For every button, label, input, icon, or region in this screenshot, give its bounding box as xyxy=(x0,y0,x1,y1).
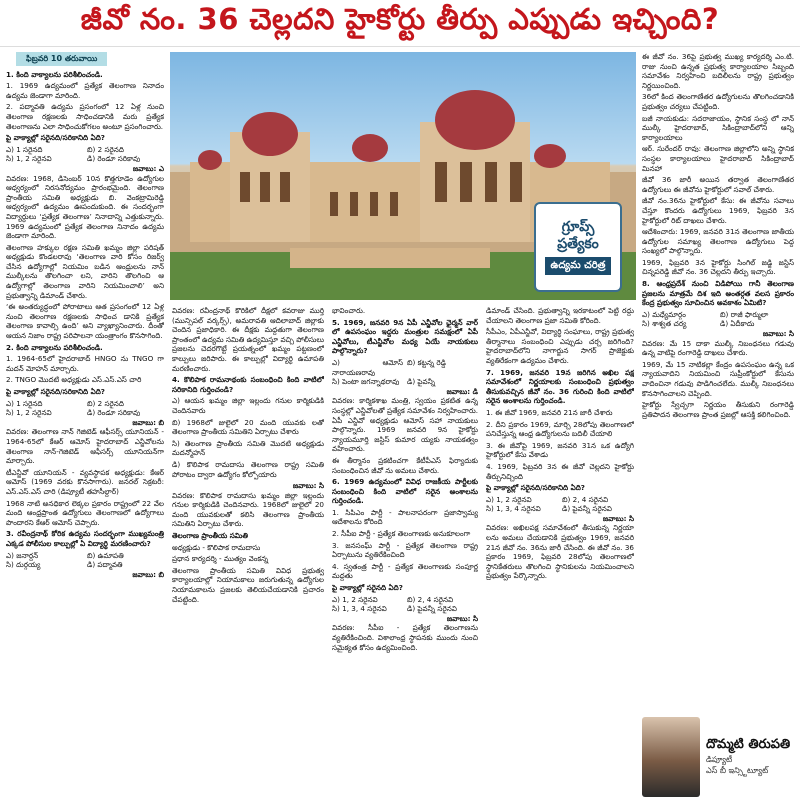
column-5 xyxy=(642,52,794,802)
options xyxy=(332,358,478,387)
paragraph: ఆదేశించారు: 1969, జనవరి 31న తెలంగాణ జాతీయ ఉద్యోగుల సమాఖ్య తెలంగాణ ఉద్యోగులు పెద్ద సంఖ్యలో పాల్గొన్నారు. xyxy=(642,227,794,256)
option: బి) రాజీ ఫార్ములా xyxy=(720,309,769,319)
option: ఎ) 1, 2 సరైనవి xyxy=(332,594,378,604)
explanation: వివరణ: తెలంగాణ నాన్ గెజిటెడ్ ఆఫీసర్స్ యూనియన్ - 1964-65లో కేఆర్ ఆమోస్ హైదరాబాద్ ఎన్జీవో‌లను తెలంగాణ నాన్-గెజిటెడ్ ఆఫీసర్స్ యూనియన్‌గా మార్చారు. xyxy=(6,427,164,466)
question-2: 2. కింది వాక్యాలను పరిశీలించండి. xyxy=(6,342,103,352)
options xyxy=(6,399,164,418)
option: ఎ) ఆయన ఖమ్మం జిల్లా ఇల్లందు గనుల కార్మికుడికి చెందినవారు xyxy=(172,396,324,415)
option: బి) 2, 4 సరైనవి xyxy=(407,594,454,604)
statement: 4. స్వతంత్ర పార్టీ - ప్రత్యేక తెలంగాణకు సంపూర్ణ మద్దతు xyxy=(332,561,478,581)
badge-label: ఉద్యమ చరిత్ర xyxy=(545,257,612,275)
answer: జవాబు: సి xyxy=(292,481,324,491)
explanation: టీఎన్జీవో యూనియన్ - వ్యవస్థాపక అధ్యక్షుడు: కేఆర్ ఆమోస్ (1969 వరకు కొనసాగారు). జనరల్ సెక్రటరీ: ఎస్.ఎస్.ఎస్ చారి (డిప్యూటీ తహసీల్దార్) xyxy=(6,467,164,496)
paragraph: జీవో 36 జారీ అయిన తర్వాత తెలంగాణేతర ఉద్యోగులు ఈ జీవోను హైకోర్టులో సవాల్ చేశారు. xyxy=(642,175,794,194)
options xyxy=(486,495,634,514)
author-box xyxy=(642,712,794,802)
option: బి) 2, 4 సరైనవి xyxy=(562,494,609,504)
answer: జవాబు: సి xyxy=(762,329,794,339)
options xyxy=(6,551,164,570)
option: సి) దుర్గయ్య xyxy=(6,560,41,570)
author-role: డిప్యూటీ xyxy=(706,755,733,764)
paragraph: భావించారు. xyxy=(332,306,366,315)
option: సి) తెలంగాణ ప్రాంతీయ సమితి మొదటి అధ్యక్షుడు మదన్మోహన్ xyxy=(172,438,324,458)
option: సి) 1, 3, 4 సరైనవి xyxy=(332,604,387,614)
groups-special-badge xyxy=(534,202,622,292)
paragraph: జీవో నం.36ను హైకోర్టులో కేసు: ఈ జీవోను సవాలు చేస్తూ కొందరు ఉద్యోగులు 1969, ఫిబ్రవరి 3న హైకోర్టులో రిట్ దాఖలు చేశారు. xyxy=(642,196,794,225)
option: సి) పెంటా జగన్నాథరావు xyxy=(332,377,400,387)
explanation: ఈ తీర్మానం ప్రకటించగా కేటీపీఎస్ ఫిర్యాదుకు సంబంధించిన జీవో ను అమలు చేశారు. xyxy=(332,455,478,475)
statement: 4. 1969, ఫిబ్రవరి 3న ఈ జీవో చెల్లదని హైకోర్టు తీర్పునిచ్చింది xyxy=(486,461,634,481)
statement: 2. దీని ప్రకారం 1969, మార్చి 28లోపు తెలంగాణలో పనిచేస్తున్న ఆంధ్ర ఉద్యోగులను బదిలీ చేయాలి xyxy=(486,419,634,439)
question-5: 5. 1969, జనవరి 9న ఏపీ ఎన్జీవోల ఛైర్మన్ వార్ లో ఉపసంఘం ఇద్దరు మంత్రుల సమక్షంలో ఏపీ ఎన్జీవో‌లు, టీఎన్జీవో‌ల మధ్య ఏయే నాయకులు పాల్గొన్నారు? xyxy=(332,317,478,356)
continuation-tag: ఫిబ్రవరి 10 తరువాయి xyxy=(16,52,107,66)
option: ఎ) మధ్యేమార్గం xyxy=(642,309,686,319)
statement: 3. ఈ జీవోపై 1969, జనవరి 31న ఒక ఉద్యోగి హైకోర్టులో కేసు వేశాడు xyxy=(486,440,634,460)
option: సి) 1, 2 సరైనవి xyxy=(6,154,52,164)
list-item: ప్రధాన కార్యదర్శి - ముత్యం వెంకన్న xyxy=(172,554,269,564)
option: డి) ఏదీకాదు xyxy=(720,319,755,329)
paragraph: డిమాండ్ చేసింది. ప్రభుత్వాన్ని ఇరకాటంలో పెట్టి రద్దు చేయాలని తెలంగాణ ప్రజా సమితి కోరింది. xyxy=(486,306,634,325)
option: డి) రెండూ సరికావు xyxy=(87,154,141,164)
options xyxy=(642,310,794,329)
question-7: 7. 1969, జనవరి 19న జరిగిన అఖిల పక్ష సమావేశంలో నిర్ణయాలకు సంబంధించి ప్రభుత్వం తీసుకువచ్చిన జీవో నం. 36 గురించి కింది వాటిలో సరైన అంశాలను గుర్తించండి. xyxy=(486,367,634,406)
explanation: 1968 నాటి అనధికార లెక్కల ప్రకారం రాష్ట్రంలో 22 వేల మంది ఆంధ్రప్రాంత ఉద్యోగులు తెలంగాణలో ఉద్యోగాలు పొందారని కేఆర్ ఆమోస్ చెప్పారు. xyxy=(6,498,164,527)
question-prompt: పై వాక్యాల్లో సరైనది ఏది? xyxy=(332,583,403,593)
column-1 xyxy=(6,52,164,802)
statement: 1. 1964-65లో హైదరాబాద్ HNGO ను TNGO గా మదన్ మోహన్ మార్చారు. xyxy=(6,354,164,373)
list-item: అధ్యక్షుడు - కొలిపాక రామదాసు xyxy=(172,542,261,552)
option: బి) 2 సరైనది xyxy=(87,144,124,154)
answer: జవాబు: సి xyxy=(602,513,634,523)
option: బి) 1968లో జులైలో 20 మంది యువకు లతో తెలంగాణ ప్రాంతీయ సమితిని ఏర్పాటు చేశారు xyxy=(172,417,324,437)
answer: జవాబు: సి xyxy=(446,613,478,623)
answer: జవాబు: ఎ xyxy=(132,163,164,173)
option: సి) శాశ్వత చర్య xyxy=(642,319,687,329)
question-8: 8. ఆంధ్రప్రదేశ్ నుంచి విడిపోయి గానీ తెలంగాణ ప్రజలను మాత్రమే దిశ ఇది అంతర్గత వలస ప్రకారం కేంద్ర ప్రభుత్వం సూచించిన అవకాశం ఏమిటి? xyxy=(642,279,794,308)
option: డి) కొలిపాక రామదాసు తెలంగాణ రాష్ట్ర సమితి పోరాటం ద్వారా ఉద్యోగం కోల్పోయారు xyxy=(172,459,324,479)
question-prompt: పై వాక్యాల్లో సరైనది/సరికానిది ఏది? xyxy=(6,387,105,396)
option: సి) 1, 3, 4 సరైనవి xyxy=(486,504,541,514)
answer: జవాబు: బి xyxy=(132,417,164,427)
question-prompt: పై వాక్యాల్లో సరైనది/సరికానిది ఏది? xyxy=(6,133,105,143)
answer: జవాబు: బి xyxy=(132,569,164,579)
author-info xyxy=(700,737,790,777)
option: బి) ఉమాపతి xyxy=(87,550,124,560)
author-photo xyxy=(642,717,700,797)
option: డి) పైవన్నీ సరైనవి xyxy=(407,604,457,614)
badge-subtitle: ప్రత్యేకం xyxy=(557,236,599,252)
paragraph: బజీ నాయకుడు: సదరాజాయం, స్థానిక సంస్థ లో నాన్ ముల్కీ హైదరాబాద్, సికింద్రాబాద్‌లోని ఆన్ని కార్యాలయాలు xyxy=(642,113,794,142)
column-3 xyxy=(332,306,478,802)
statement: 1. ఈ జీవో 1969, జనవరి 21న జారీ చేశారు xyxy=(486,407,613,417)
option: ఎ) 1 సరైనది xyxy=(6,398,43,408)
paragraph: ఆర్. సురేందర్ రావు: తెలంగాణ జిల్లాలోని అన్ని స్థానిక సంస్థల కార్యాలయాలు హైదరాబాద్ సికింద్రాబాద్ మినహా xyxy=(642,144,794,173)
option: డి) పైవన్నీ సరైనవి xyxy=(562,504,612,514)
subheading: తెలంగాణ ప్రాంతీయ సమితి xyxy=(172,531,249,541)
option: డి) రెండూ సరికావు xyxy=(87,408,141,418)
option: డి) పైవన్నీ xyxy=(407,377,436,387)
paragraph: హైకోర్టు స్వేచ్ఛగా నిర్ణయం తీసుకుని రంగారెడ్డి ప్రతిపాదన తెలంగాణ ప్రాంత ప్రజల్లో ఆసక్తి కలిగించింది. xyxy=(642,400,794,419)
statement: 2. సీపీఐ పార్టీ - ప్రత్యేక తెలంగాణకు అనుకూలంగా xyxy=(332,529,471,539)
explanation: వివరణ: మే 15 దాకా ముల్కీ నిబంధనలు గడువు ఉన్న వాటిపై రంగారెడ్డి దాఖలు చేశారు. xyxy=(642,338,794,358)
options xyxy=(332,595,478,614)
statement: 3. జనసంఘ్ పార్టీ - ప్రత్యేక తెలంగాణ రాష్ట్ర ఏర్పాటును వ్యతిరేకించింది xyxy=(332,540,478,560)
paragraph: సీపీఎం, ఏపీఎన్జీవో, విద్యార్థి సంఘాలు, రాష్ట్ర ప్రభుత్వ తీర్మానాలు సంబంధించి ఎప్పుడు చర్చ జరిగింది? హైదరాబాద్‌లోని నాగార్జున సాగర్ ప్రాజెక్టుకు వ్యతిరేకంగా ఉద్యమం చేశారు. xyxy=(486,327,634,365)
paragraph: 1969, ఫిబ్రవరి 3న హైకోర్టు సింగిల్ జడ్జి జస్టిస్ చిన్నపరెడ్డి జీవో నం. 36 చెల్లదని తీర్పు ఇచ్చారు. xyxy=(642,257,794,277)
page-title: జీవో నం. 36 చెల్లదని హైకోర్టు తీర్పు ఎప్పుడు ఇచ్చింది? xyxy=(0,0,800,47)
option: బి) కట్టన్న రెడ్డి xyxy=(407,357,446,367)
option: ఎ) జనార్దన్ xyxy=(6,550,39,560)
option: ఎ) 1, 2 సరైనవి xyxy=(486,494,532,504)
question-prompt: పై వాక్యాల్లో సరైనది/సరికానిది ఏది? xyxy=(486,483,585,493)
statement: 2. పద్మావతి ఉద్యమ ప్రసంగంలో 12 ఏళ్ల నుంచి తెలంగాణ రక్షణలకు సాధించడానికి మరు ప్రత్యేక తెలంగాణను ఎలా సాధించుకోగలం అంటూ ప్రసంగించారు. xyxy=(6,102,164,131)
option: ఎ) 1 సరైనది xyxy=(6,144,43,154)
explanation: తెలంగాణ ప్రాంతీయ సమితి వివిధ ప్రభుత్వ కార్యాలయాల్లో నియామకాలు జరుగుతున్న ఉద్యోగుల నియామకాలను ప్రజలకు తెలియచేయడానికి ప్రచారం చేపట్టింది. xyxy=(172,565,324,604)
author-org: ఎస్ బీ ఇన్స్టిట్యూట్ xyxy=(706,766,769,775)
author-name: దొమ్మటి తిరుపతి xyxy=(706,737,791,752)
answer: జవాబు: డి xyxy=(446,386,478,396)
explanation: వివరణ: కార్మికశాఖ మంత్రి, స్వయం ప్రకటిత ఉన్న సంస్థల్లో ఎన్జీవో‌లతో ప్రత్యేక సమావేశం నిర్వహించారు. ఏపీ ఎన్జీవో అధ్యక్షుడు ఆమోస్ సహా నాయకులు పాల్గొన్నారు. 1969 జనవరి 9న హైకోర్టు న్యాయమూర్తి జస్టిస్ కుమార య్యకు నాయకత్వం వహించారు. xyxy=(332,396,478,454)
explanation: వివరణ: సీపీఐ - ప్రత్యేక తెలంగాణను వ్యతిరేకించింది. విశాలాంధ్ర స్థాపనకు ముందు నుంచి సమైక్యత కోసం ఉద్యమించింది. xyxy=(332,623,478,652)
question-6: 6. 1969 ఉద్యమంలో వివిధ రాజకీయ పార్టీలకు సంబంధించి కింది వాటిలో సరైన అంశాలను గుర్తించండి. xyxy=(332,477,478,506)
explanation: ‘ఈ అంతర్యుద్ధంలో పోరాటాలు ఆత ప్రసంగంలో 12 ఏళ్ల నుంచి తెలంగాణ రక్షణలకు సాధించ డానికి ప్రత్యేక తెలంగాణ కావాల్సి ఉంది’ అని వ్యాఖ్యానించారు. దీంతో ఆయన నిజాం రాష్ట్ర పరిపాలనా యంత్రాంగం కొనసాగింది. xyxy=(6,302,164,341)
explanation: వివరణ: కొలిపాక రామదాసు ఖమ్మం జిల్లా ఇల్లందు గనుల కార్మికుడికి చెందినవారు. 1968లో జులైలో 20 మంది యువకులతో కలిసి తెలంగాణ ప్రాంతీయ సమితిని ఏర్పాటు చేశారు. xyxy=(172,490,324,529)
explanation: వివరణ: రవీంద్రనాథ్ కొరికిలో దీక్షలో కవరాజు ముర్తి (మున్సిపల్ వర్కర్స్), అమరావతి ఆదిలాబాద్ జిల్లాకు చెందిన ప్రజాధికారి. ఈ దీక్షకు మద్దతుగా తెలంగాణ ప్రాంతంలో ఉద్యమ సమితి ఉద్యమిస్తూ వచ్చి పోలీసులు ప్రజలను చెదరగొట్టే ప్రయత్నంలో ఖమ్మం పట్టణంలో కాల్పులు జరిపారు. ఈ కాల్పుల్లో విద్యార్థి ఉమాపతి మరణించారు. xyxy=(172,306,324,373)
paragraph: 1969, మే 15 నాటికల్లా కేంద్రం ఉపసంఘం ఉన్న ఒక న్యాయవాదిని నియమించి సుప్రీంకోర్టులో కేసును వాదించినా గడువు పొడిగించలేదు. ముల్కీ నిబంధనలు కొనసాగించాలని చెప్పింది. xyxy=(642,359,794,398)
statement: 1. సిపిఎం పార్టీ - పాలనాపరంగా ప్రజాస్వామ్య ఆదేశాలను కోరింది xyxy=(332,507,478,527)
high-court-photo xyxy=(170,52,636,300)
question-3: 3. రవీంద్రనాథ్ కోరిక ఉద్యమ సందర్భంగా ముఖ్యమంత్రి ఎక్కడ పోలీసుల కాల్పుల్లో ఏ విద్యార్థి మరణించారు? xyxy=(6,529,164,548)
question-4: 4. కొలిపాక రామనాథంకు సంబంధించి కింది వాటిలో సరికానిది గుర్తించండి? xyxy=(172,375,324,394)
explanation: వివరణ: 1968, డిసెంబర్ 10న కొత్తగూడెం ఉద్యోగుల ఆధ్వర్యంలో నిరసనోద్యమం ప్రారంభమైంది. తెలంగాణ ప్రాంతీయ సమితి అధ్యక్షుడు బి. వెంకట్రామిరెడ్డి ఆధ్వర్యంలో ఉద్యమం ఊపందుకుంది. ఈ సందర్భంగా విద్యార్థులు ‘ప్రత్యేక తెలంగాణ’ నినాదాన్ని ఎత్తుకున్నారు. 1969 ఉద్యమంలో ప్రత్యేక తెలంగాణ నినాదం ఉద్యమ జెండాగా మారింది. xyxy=(6,173,164,241)
paragraph: ఈ జీవో నం. 36పై ప్రభుత్వ ముఖ్య కార్యదర్శి ఎం.టి. రాజు నుంచి ఉన్నత ప్రభుత్వ కార్యాలయాల సిబ్బంది సమావేశం నిర్వహించి బదిలీలను రాష్ట్ర ప్రభుత్వం నిర్ణయించింది. xyxy=(642,52,794,90)
column-4 xyxy=(486,306,634,802)
option: బి) 2 సరైనది xyxy=(87,398,124,408)
statement: 1. 1969 ఉద్యమంలో ప్రత్యేక తెలంగాణ నినాదం ఉద్యమ జెండాగా మారింది. xyxy=(6,81,164,100)
option: ఎ) ఆమోస్ నారాయణరావు xyxy=(332,357,403,377)
column-2 xyxy=(172,306,324,802)
badge-title: గ్రూప్స్ xyxy=(561,219,595,235)
explanation: తెలంగాణ హక్కుల రక్షణ సమితి ఖమ్మం జిల్లా పరిషత్ అధ్యక్షుడు కొండలరావు ‘తెలంగాణ వారి కోసం రిజర్వ్ చేసిన ఉద్యోగాల్లో నియమిం బడిన ఆంధ్రులను నాన్ ముల్కీలను తొలగించా లని, వారిని తొలగించి ఆ ఉద్యోగాల్లో తెలంగాణ వారిని నియమించాలి’ అని ప్రభుత్వాన్ని డిమాండ్ చేశారు. xyxy=(6,242,164,300)
paragraph: 36లో కింద తెలంగాణేతర ఉద్యోగులను తొలగించడానికి ప్రభుత్వం చర్యలు చేపట్టింది. xyxy=(642,92,794,111)
explanation: వివరణ: అఖిలపక్ష సమావేశంలో తీసుకున్న నిర్ణయా లను అమలు చేయడానికి ప్రభుత్వం 1969, జనవరి 21న జీవో నం. 36ను జారీ చేసింది. ఈ జీవో నం. 36 ప్రకారం 1969, ఫిబ్రవరి 28లోపు తెలంగాణలో స్థానికేతరులు తొలగించి స్థానికులను నియమించాలని ప్రభుత్వం పేర్కొన్నారు. xyxy=(486,523,634,581)
options xyxy=(6,145,164,164)
option: డి) పద్మావతి xyxy=(87,560,123,570)
option: సి) 1, 2 సరైనవి xyxy=(6,408,52,418)
question-1: 1. కింది వాక్యాలను పరిశీలించండి. xyxy=(6,69,103,79)
statement: 2. TNGO మొదటి అధ్యక్షుడు ఎస్.ఎస్.ఎస్ చారి xyxy=(6,375,142,385)
